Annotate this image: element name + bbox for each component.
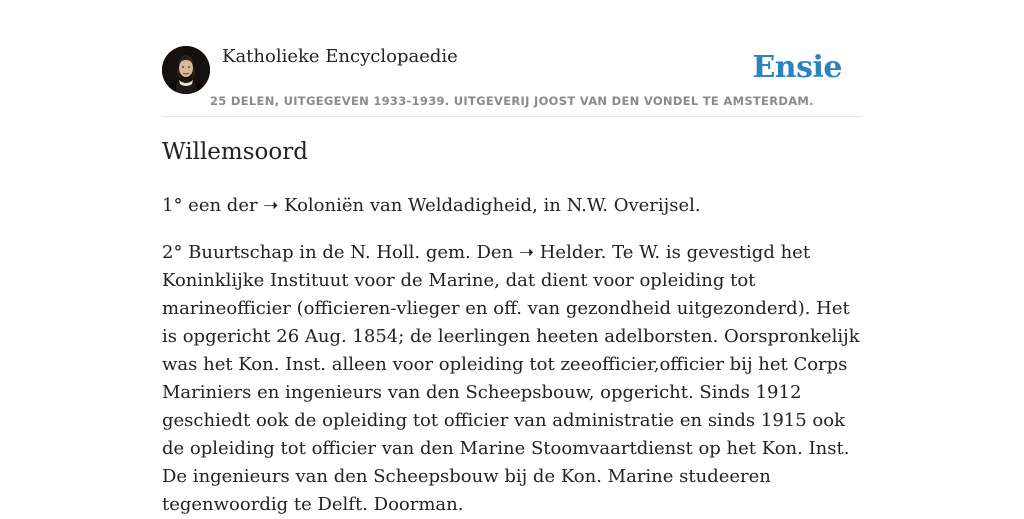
- link-helder[interactable]: [519, 242, 601, 263]
- avatar[interactable]: [162, 46, 210, 94]
- source-title[interactable]: Katholieke Encyclopaedie: [222, 46, 458, 67]
- paragraph-1-text: 1° een der: [162, 195, 264, 216]
- link-label: Koloniën van Weldadigheid: [278, 195, 533, 216]
- paragraph-2-text: 2° Buurtschap in de N. Holl. gem. Den: [162, 242, 519, 263]
- source-subtitle: 25 DELEN, UITGEGEVEN 1933-1939. UITGEVERIJ JOOST VAN DEN VONDEL TE AMSTERDAM.: [210, 94, 814, 108]
- arrow-icon: ➝: [263, 195, 279, 216]
- paragraph-2: [162, 239, 862, 519]
- arrow-icon: ➝: [518, 242, 534, 263]
- link-kolonien-van-weldadigheid[interactable]: [263, 195, 532, 216]
- paragraph-1-tail: , in N.W. Overijsel.: [532, 195, 701, 216]
- portrait-icon: [162, 46, 210, 94]
- page-container: [162, 0, 862, 515]
- paragraph-1: [162, 192, 862, 220]
- source-header: [162, 0, 862, 117]
- article-title: Willemsoord: [162, 139, 308, 165]
- link-label: Helder: [534, 242, 601, 263]
- paragraph-2-tail: . Te W. is gevestigd het Koninklijke Instituut voor de Marine, dat dient voor opleiding tot marineofficier (officieren-vlieger en off. van gezondheid uitgezonderd). Het is opgericht 26 Aug. 1854; de leerlingen heeten adelborsten. Oorspronkelijk was het Kon. Inst. alleen voor opleiding tot zeeofficier,officier bij het Corps Mariniers en ingenieurs van den Scheepsbouw, opgericht. Sinds 1912 geschiedt ook de opleiding tot officier van administratie en sinds 1915 ook de opleiding tot officier van den Marine Stoomvaartdienst op het Kon. Inst. De ingenieurs van den Scheepsbouw bij de Kon. Marine studeeren tegenwoordig te Delft. Doorman.: [162, 242, 860, 515]
- brand-logo[interactable]: Ensie: [752, 50, 842, 85]
